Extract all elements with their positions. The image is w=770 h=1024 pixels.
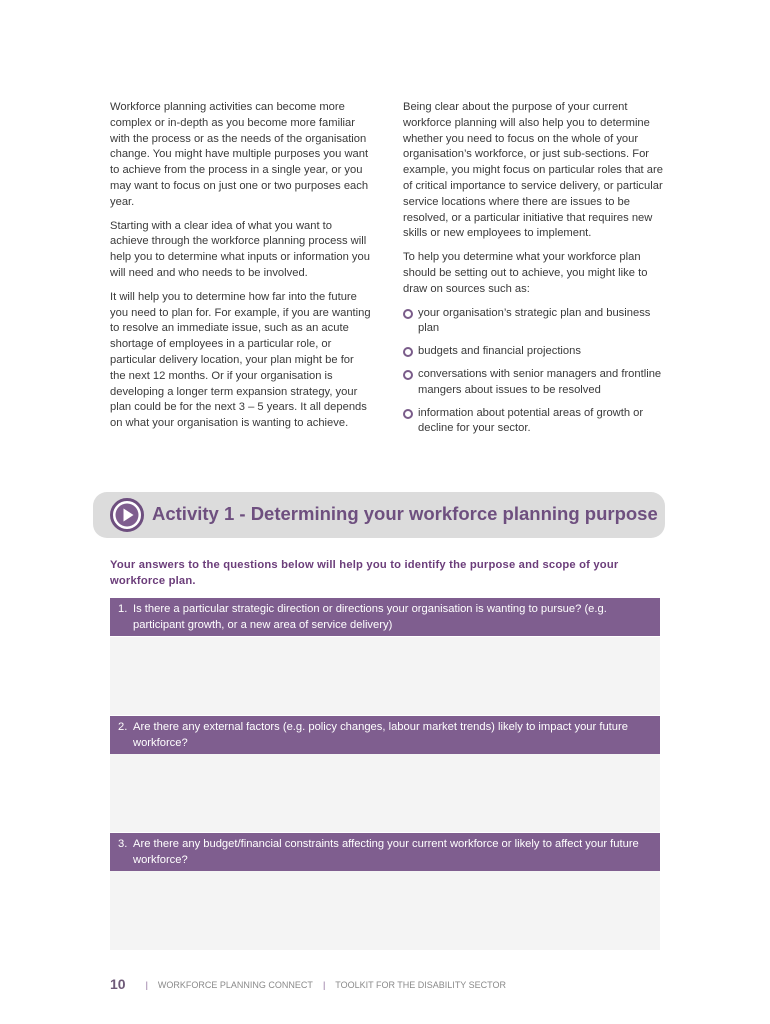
activity-banner	[93, 492, 665, 538]
bullet-icon	[403, 409, 413, 419]
left-text-column	[110, 100, 372, 440]
paragraph: Workforce planning activities can become more complex or in-depth as you become more familiar with the process or as the needs of the organisation change. You might have multiple purposes you want to achieve from the process in a single year, or you may want to focus on just one or two purposes each year.	[110, 101, 369, 208]
list-item: conversations with senior managers and frontline mangers about issues to be resolved	[403, 367, 665, 399]
question-number: 3.	[118, 838, 128, 850]
activity-title: Activity 1 - Determining your workforce planning purpose	[152, 503, 658, 524]
question-text: Are there any budget/financial constraints affecting your current workforce or likely to affect your future workforce?	[133, 838, 639, 866]
paragraph: It will help you to determine how far into the future you need to plan for. For example, if you are wanting to resolve an immediate issue, such as an acute shortage of employees in a particular role, or particular delivery location, your plan might be for the next 12 months. Or if your organisation is developing a longer term expansion strategy, your plan could be for the next 3 – 5 years. It all depends on what your organisation is wanting to achieve.	[110, 290, 371, 430]
question-number: 1.	[118, 603, 128, 615]
answer-area-1[interactable]	[110, 637, 660, 715]
footer-subtitle: TOOLKIT FOR THE DISABILITY SECTOR	[335, 980, 506, 990]
footer-separator: |	[145, 980, 148, 990]
bullet-icon	[403, 347, 413, 357]
question-header-1	[110, 598, 660, 636]
play-icon	[110, 498, 144, 532]
answer-area-3[interactable]	[110, 871, 660, 950]
footer-separator: |	[322, 980, 326, 990]
paragraph: Starting with a clear idea of what you want to achieve through the workforce planning process will help you to determine what inputs or information you will need and who needs to be involved.	[110, 219, 370, 279]
question-text: Is there a particular strategic direction or directions your organisation is wanting to pursue? (e.g. participant growth, or a new area of service delivery)	[133, 603, 607, 631]
bullet-icon	[403, 309, 413, 319]
paragraph: To help you determine what your workforce plan should be setting out to achieve, you might like to draw on sources such as:	[403, 251, 648, 295]
question-header-2	[110, 716, 660, 754]
footer-publication: WORKFORCE PLANNING CONNECT	[157, 980, 313, 990]
question-header-3	[110, 833, 660, 871]
page-footer	[110, 976, 506, 992]
bullet-icon	[403, 370, 413, 380]
page-number: 10	[110, 976, 126, 992]
list-item: budgets and financial projections	[403, 344, 665, 360]
list-item: your organisation’s strategic plan and business plan	[403, 306, 665, 338]
list-item: information about potential areas of growth or decline for your sector.	[403, 406, 665, 438]
question-text: Are there any external factors (e.g. policy changes, labour market trends) likely to impact your future workforce?	[133, 721, 628, 749]
right-text-column	[403, 100, 665, 444]
question-number: 2.	[118, 721, 128, 733]
answer-area-2[interactable]	[110, 754, 660, 832]
activity-intro: Your answers to the questions below will help you to identify the purpose and scope of your workforce plan.	[110, 559, 619, 587]
sources-list	[403, 306, 665, 438]
paragraph: Being clear about the purpose of your current workforce planning will also help you to determine whether you need to focus on the whole of your organisation’s workforce, or just sub-sections. For example, you might focus on particular roles that are of critical importance to service delivery, or particular service locations where there are issues to be resolved, or a particular initiative that requires new skills or new employees to implement.	[403, 101, 663, 240]
